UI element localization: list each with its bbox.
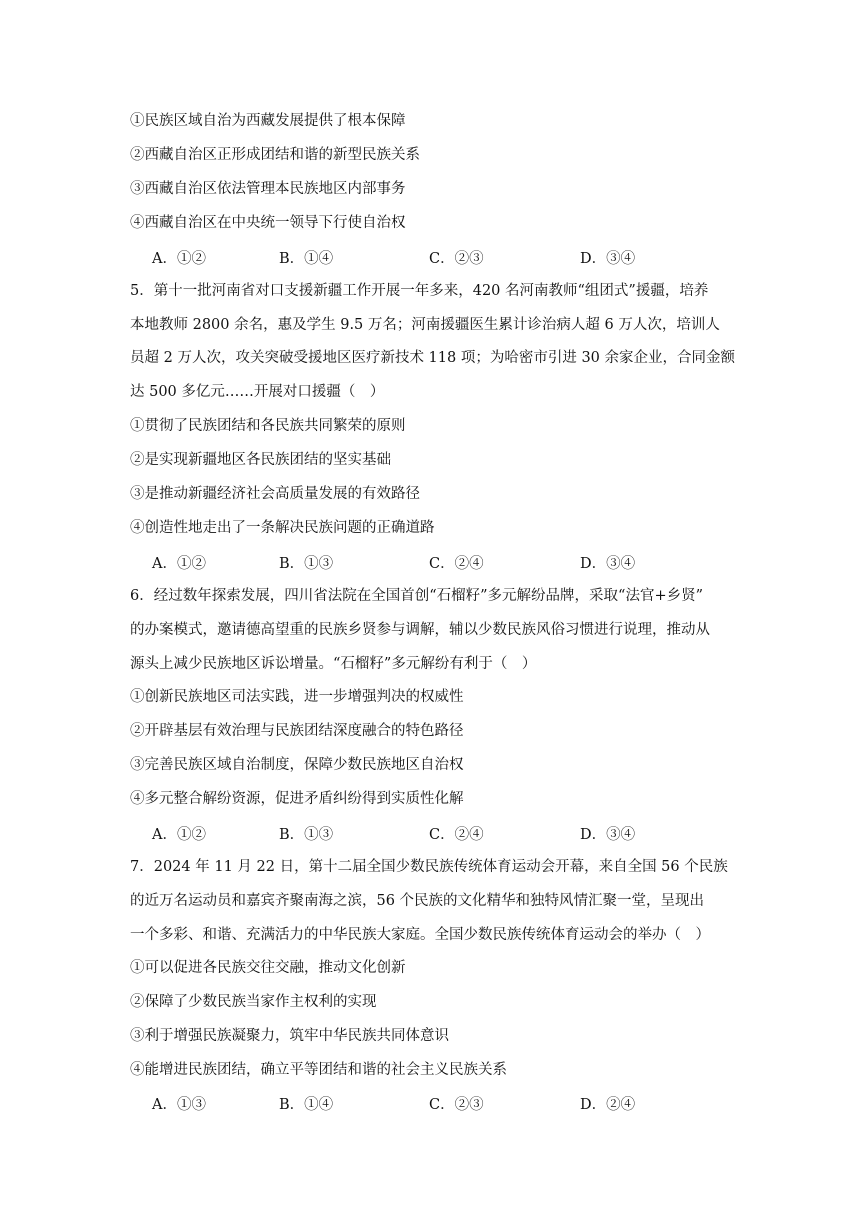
q6-option-d: D．③④ (580, 827, 636, 843)
q5-stem-line-1: 5．第十一批河南省对口支援新疆工作开展一年多来，420 名河南教师“组团式”援疆，培养 (130, 283, 709, 299)
q4-statement-1: ①民族区域自治为西藏发展提供了根本保障 (130, 113, 406, 129)
q7-option-b: B．①④ (279, 1097, 334, 1113)
q6-stem-line-2: 的办案模式，邀请德高望重的民族乡贤参与调解，辅以少数民族风俗习惯进行说理，推动从 (130, 622, 710, 638)
q7-options (152, 1093, 712, 1113)
q5-options (152, 552, 712, 572)
q5-statement-4: ④创造性地走出了一条解决民族问题的正确道路 (130, 520, 435, 536)
q6-option-a: A．①② (152, 827, 206, 843)
q5-stem-line-3: 员超 2 万人次，攻关突破受援地区医疗新技术 118 项；为哈密市引进 30 余家企业，合同金额 (130, 350, 736, 366)
q4-statement-2: ②西藏自治区正形成团结和谐的新型民族关系 (130, 147, 420, 163)
q7-statement-2: ②保障了少数民族当家作主权利的实现 (130, 994, 377, 1010)
q4-option-a: A．①② (152, 251, 206, 267)
q6-stem-line-3: 源头上减少民族地区诉讼增量。“石榴籽”多元解纷有利于（ ） (130, 656, 537, 672)
q6-statement-3: ③完善民族区域自治制度，保障少数民族地区自治权 (130, 757, 464, 773)
q7-statement-1: ①可以促进各民族交往交融，推动文化创新 (130, 960, 406, 976)
q6-option-c: C．②④ (429, 827, 484, 843)
q6-option-b: B．①③ (279, 827, 334, 843)
q6-stem-line-1: 6．经过数年探索发展，四川省法院在全国首创“石榴籽”多元解纷品牌，采取“法官+乡贤” (130, 588, 704, 604)
q4-statement-3: ③西藏自治区依法管理本民族地区内部事务 (130, 181, 406, 197)
q5-option-d: D．③④ (580, 556, 636, 572)
q6-statement-1: ①创新民族地区司法实践，进一步增强判决的权威性 (130, 689, 464, 705)
q7-option-d: D．②④ (580, 1097, 636, 1113)
q4-option-d: D．③④ (580, 251, 636, 267)
q4-options (152, 247, 712, 267)
q5-option-b: B．①③ (279, 556, 334, 572)
q7-option-a: A．①③ (152, 1097, 206, 1113)
q7-statement-4: ④能增进民族团结，确立平等团结和谐的社会主义民族关系 (130, 1062, 507, 1078)
q5-option-a: A．①② (152, 556, 206, 572)
q5-stem-line-4: 达 500 多亿元……开展对口援疆（ ） (130, 384, 385, 400)
q6-statement-4: ④多元整合解纷资源，促进矛盾纠纷得到实质性化解 (130, 791, 464, 807)
q7-stem-line-1: 7．2024 年 11 月 22 日，第十二届全国少数民族传统体育运动会开幕，来自全国 56 个民族 (130, 859, 728, 875)
q7-option-c: C．②③ (429, 1097, 484, 1113)
q6-statement-2: ②开辟基层有效治理与民族团结深度融合的特色路径 (130, 723, 464, 739)
q6-options (152, 823, 712, 843)
q5-statement-3: ③是推动新疆经济社会高质量发展的有效路径 (130, 486, 420, 502)
q4-option-b: B．①④ (279, 251, 334, 267)
q5-statement-2: ②是实现新疆地区各民族团结的坚实基础 (130, 452, 391, 468)
q4-option-c: C．②③ (429, 251, 484, 267)
q5-option-c: C．②④ (429, 556, 484, 572)
q7-statement-3: ③利于增强民族凝聚力，筑牢中华民族共同体意识 (130, 1028, 449, 1044)
q7-stem-line-3: 一个多彩、和谐、充满活力的中华民族大家庭。全国少数民族传统体育运动会的举办（ ） (130, 927, 710, 943)
q5-stem-line-2: 本地教师 2800 余名，惠及学生 9.5 万名；河南援疆医生累计诊治病人超 6 万人次，培训人 (130, 317, 720, 333)
q7-stem-line-2: 的近万名运动员和嘉宾齐聚南海之滨，56 个民族的文化精华和独特风情汇聚一堂，呈现出 (130, 893, 705, 909)
q4-statement-4: ④西藏自治区在中央统一领导下行使自治权 (130, 215, 406, 231)
q5-statement-1: ①贯彻了民族团结和各民族共同繁荣的原则 (130, 418, 406, 434)
